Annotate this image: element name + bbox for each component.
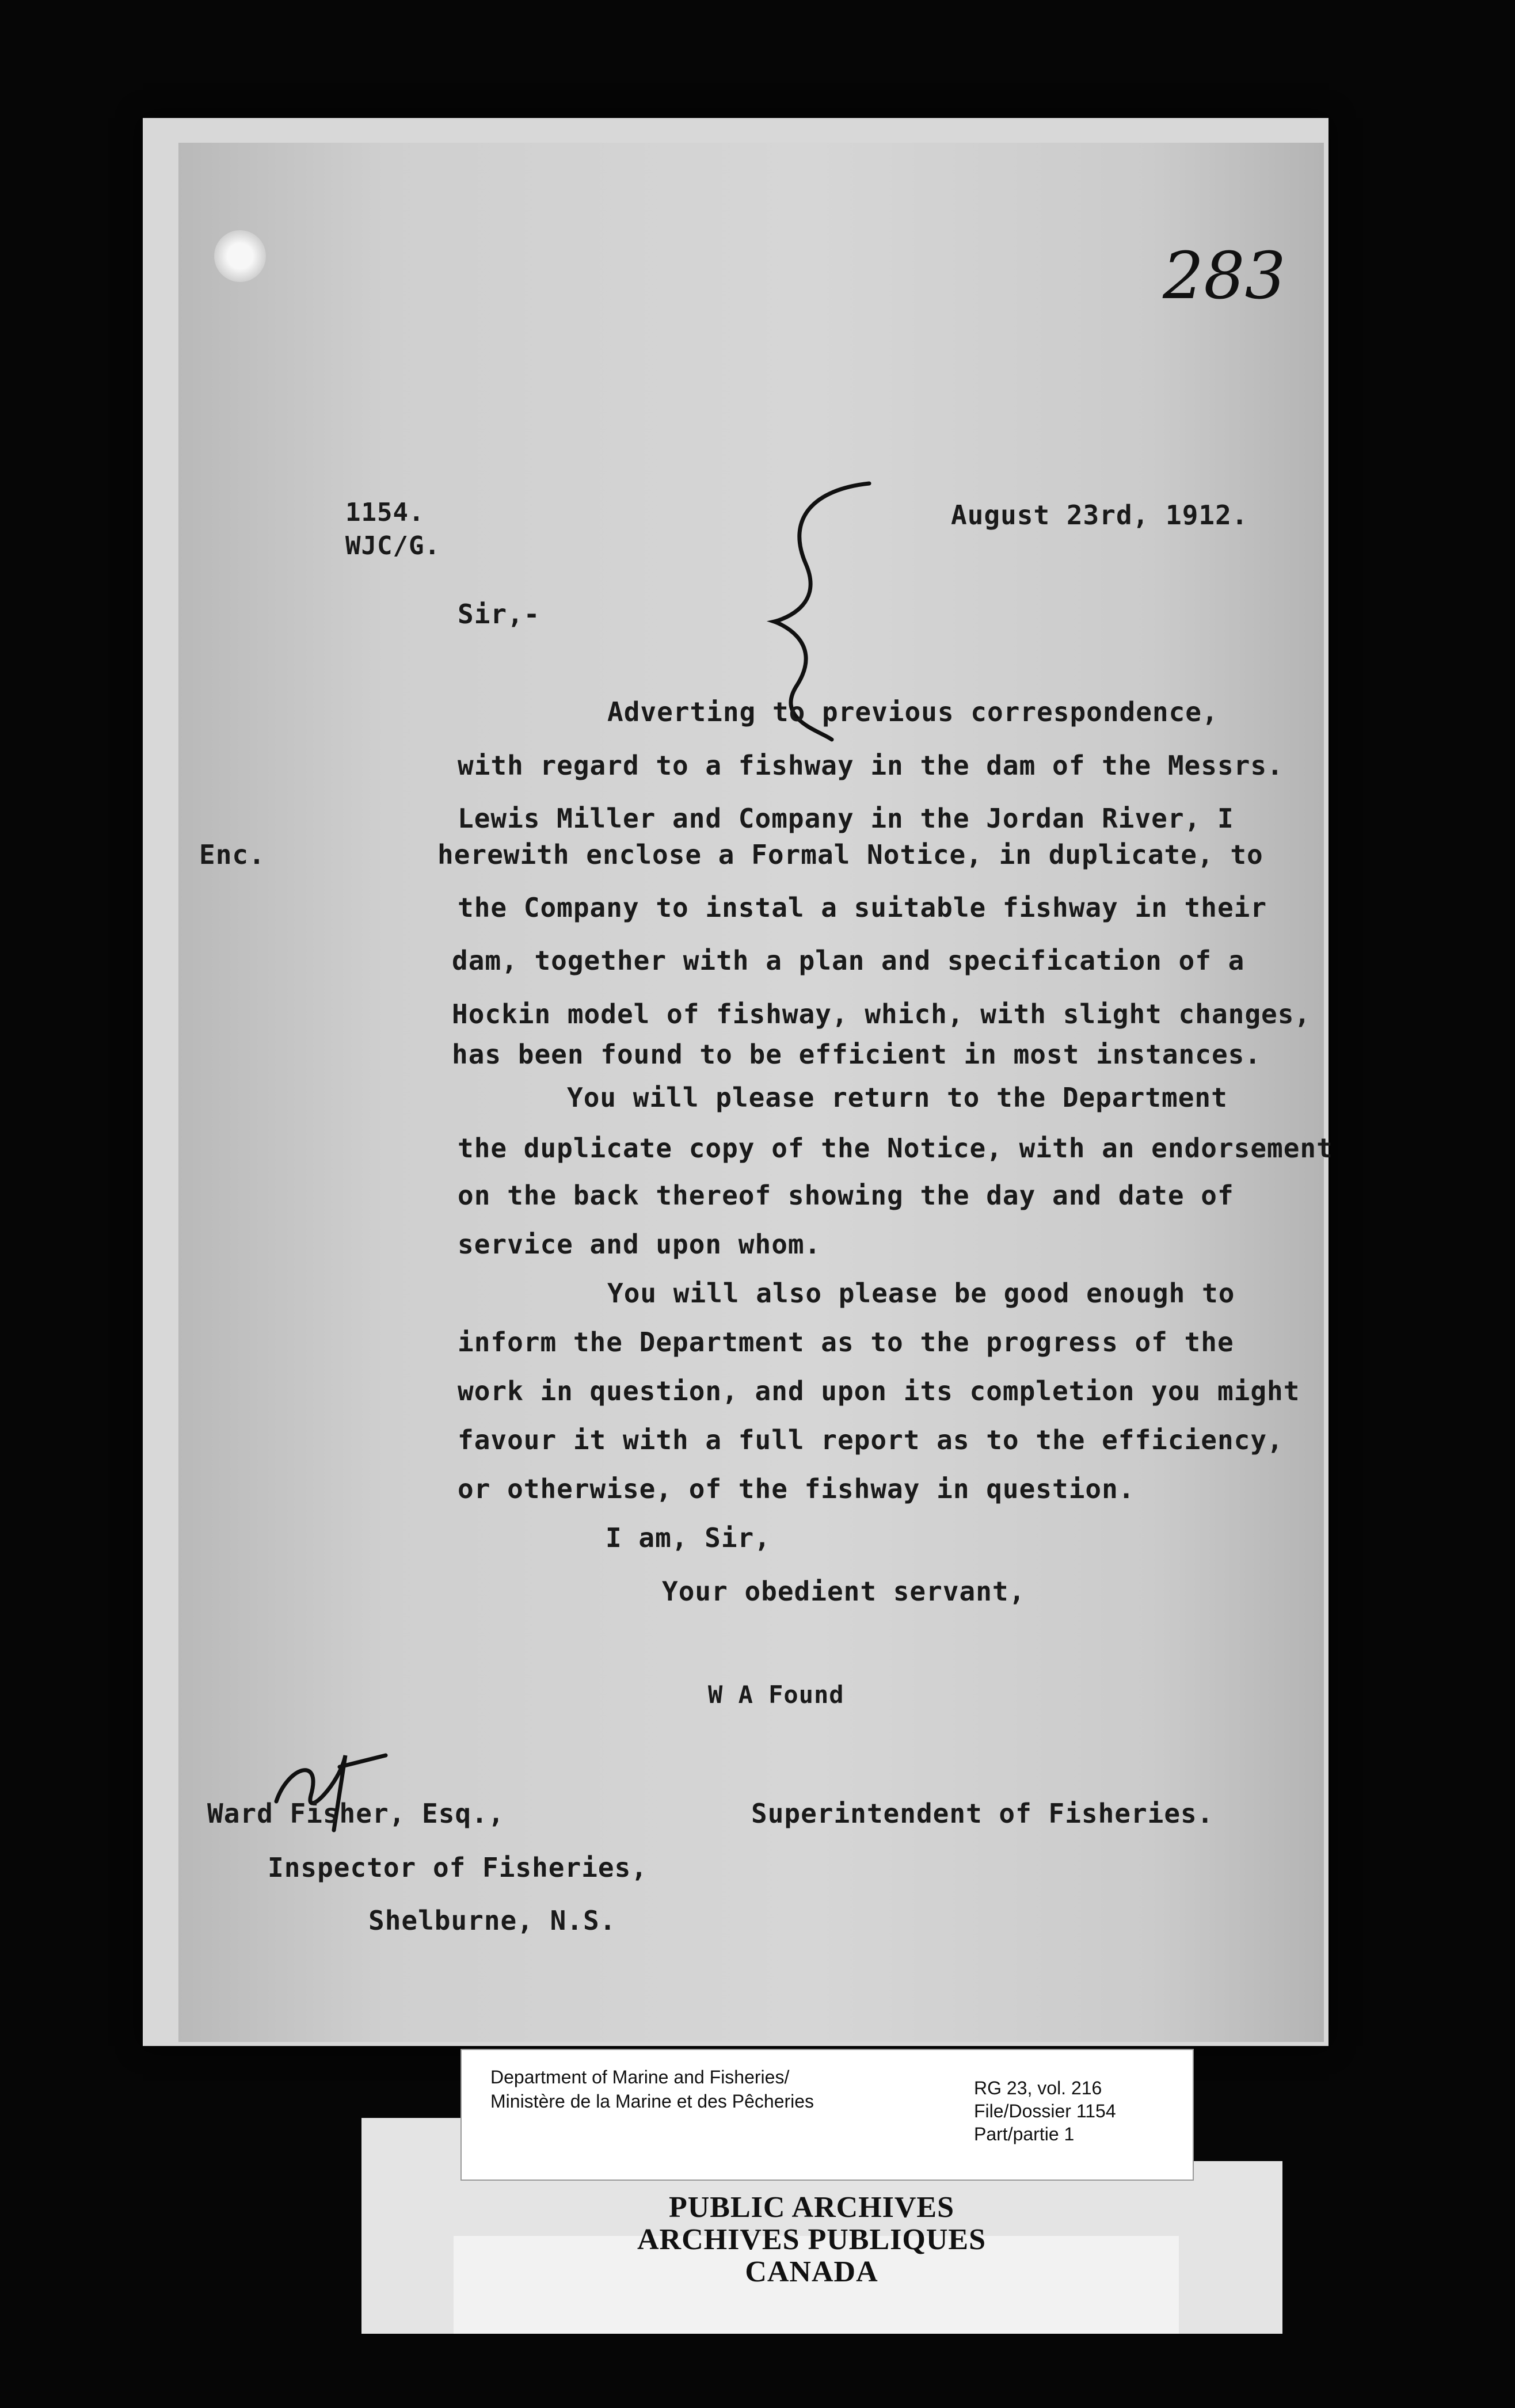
body-line: with regard to a fishway in the dam of the Messrs. (458, 750, 1284, 781)
file-reference: 1154. WJC/G. (345, 498, 440, 561)
label-file-reference: RG 23, vol. 216 File/Dossier 1154 Part/partie 1 (974, 2078, 1116, 2144)
letter-date: August 23rd, 1912. (951, 500, 1248, 531)
body-line: inform the Department as to the progress of the (458, 1327, 1234, 1358)
body-line: You will also please be good enough to (607, 1278, 1235, 1309)
body-line: service and upon whom. (458, 1229, 821, 1260)
body-line: the duplicate copy of the Notice, with an endorsement (458, 1133, 1333, 1164)
addressee-title: Inspector of Fisheries, (268, 1852, 648, 1883)
handwritten-initials (253, 1732, 403, 1847)
body-line: herewith enclose a Formal Notice, in duplicate, to (437, 839, 1263, 870)
body-line: dam, together with a plan and specification of a (452, 945, 1245, 976)
closing-servant-line: Your obedient servant, (662, 1576, 1026, 1607)
signature: W A Found (708, 1681, 844, 1709)
archive-reference-label (460, 2049, 1194, 2181)
body-line: work in question, and upon its completion you might (458, 1376, 1300, 1407)
body-line: or otherwise, of the fishway in question. (458, 1473, 1135, 1504)
label-department: Department of Marine and Fisheries/ Ministère de la Marine et des Pêcheries (490, 2067, 814, 2112)
body-line: the Company to instal a suitable fishway in their (458, 892, 1267, 923)
stamp-line-archives-publiques: ARCHIVES PUBLIQUES (637, 2223, 987, 2256)
body-line: Lewis Miller and Company in the Jordan River, I (458, 803, 1234, 834)
body-line: You will please return to the Department (567, 1082, 1228, 1113)
body-line: has been found to be efficient in most instances. (452, 1039, 1262, 1070)
body-line: Hockin model of fishway, which, with slight changes, (452, 999, 1311, 1030)
signatory-title: Superintendent of Fisheries. (751, 1798, 1214, 1829)
body-line: on the back thereof showing the day and date of (458, 1180, 1234, 1211)
salutation: Sir,- (458, 599, 540, 630)
closing-line: I am, Sir, (606, 1522, 771, 1553)
addressee-location: Shelburne, N.S. (368, 1905, 616, 1936)
folio-number: 283 (1163, 239, 1286, 314)
enclosure-note: Enc. (199, 839, 265, 870)
addressee-name: Ward Fisher, Esq., (207, 1798, 505, 1829)
body-line: Adverting to previous correspondence, (607, 696, 1219, 727)
punch-hole (214, 230, 266, 282)
stamp-line-canada: CANADA (745, 2255, 878, 2288)
body-line: favour it with a full report as to the efficiency, (458, 1424, 1284, 1456)
stamp-line-public-archives: PUBLIC ARCHIVES (668, 2191, 955, 2224)
